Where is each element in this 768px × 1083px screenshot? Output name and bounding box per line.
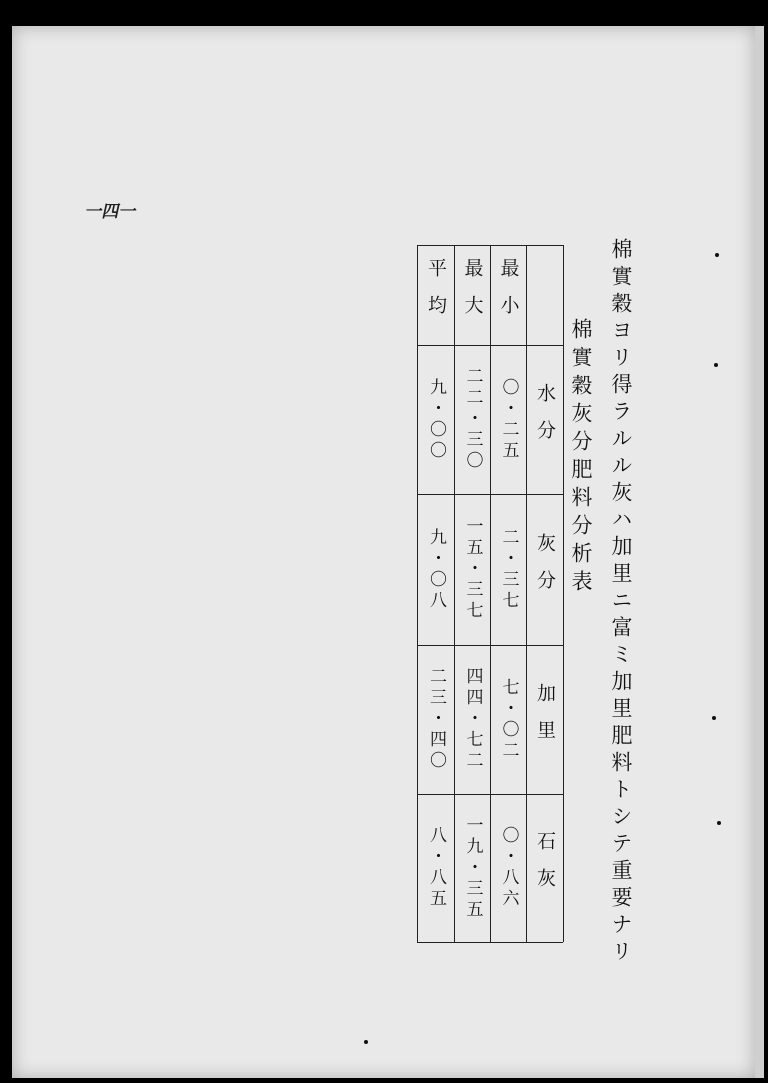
table-cell: 二・三七 (498, 527, 519, 612)
table-rule (417, 942, 563, 943)
page-edge (755, 26, 764, 1078)
column-header-lime: 石灰 (534, 831, 556, 905)
table-cell: 〇・二五 (498, 377, 519, 462)
speck (717, 821, 721, 825)
row-label-average: 平均 (425, 258, 447, 332)
row-label-max: 最大 (461, 258, 484, 332)
table-cell: 〇・八六 (498, 826, 519, 910)
table-cell: 九・〇〇 (426, 377, 446, 462)
table-cell: 七・〇二 (498, 677, 519, 762)
table-title: 棉實穀灰分肥料分析表 (569, 318, 593, 598)
table-cell: 二三・四〇 (426, 667, 446, 772)
speck (712, 716, 716, 720)
scanned-page (12, 26, 755, 1078)
speck (715, 253, 719, 257)
heading-text: 棉實穀ヨリ得ラルル灰ハ加里ニ富ミ加里肥料トシテ重要ナリ (609, 238, 633, 967)
row-label-min: 最小 (497, 258, 520, 332)
column-header-potash: 加里 (534, 682, 556, 757)
table-rule (563, 245, 564, 942)
table-cell: 一五・三七 (462, 517, 483, 622)
speck (364, 1040, 368, 1044)
speck (714, 363, 718, 367)
table-cell: 一九・三五 (462, 815, 483, 921)
ash-analysis-table (417, 245, 563, 942)
table-cell: 八・八五 (426, 826, 446, 910)
column-header-water: 水分 (534, 382, 556, 457)
table-cell: 四四・七二 (462, 667, 483, 772)
table-cell: 九・〇八 (426, 527, 446, 612)
column-header-ash: 灰分 (534, 532, 556, 607)
table-cell: 二二・三〇 (462, 367, 483, 472)
page-number: 一四一 (83, 202, 139, 222)
